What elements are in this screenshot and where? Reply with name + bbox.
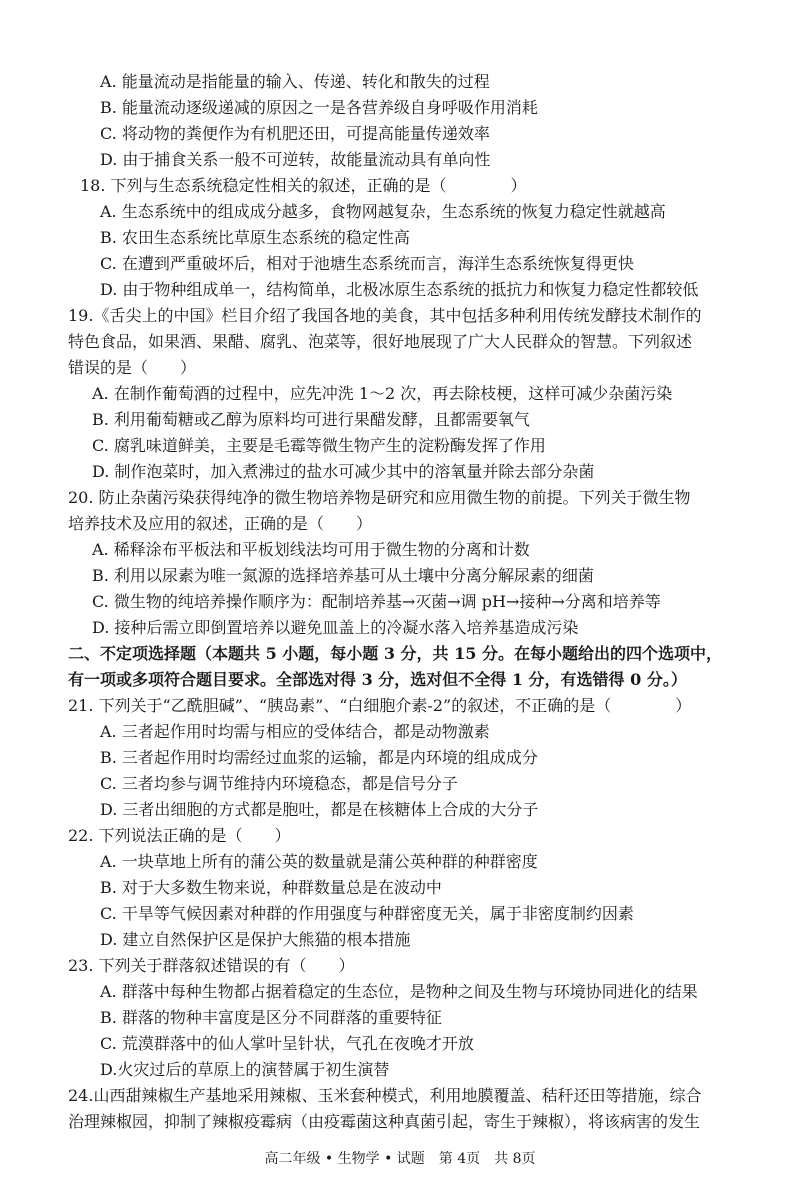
q23-option-a: A. 群落中每种生物都占据着稳定的生态位，是物种之间及生物与环境协同进化的结果: [100, 982, 698, 1001]
q20-option-d: D. 接种后需立即倒置培养以避免皿盖上的冷凝水落入培养基造成污染: [92, 618, 579, 637]
q20-option-c: C. 微生物的纯培养操作顺序为：配制培养基→灭菌→调 pH→接种→分离和培养等: [92, 592, 661, 611]
q19-option-c: C. 腐乳味道鲜美，主要是毛霉等微生物产生的淀粉酶发挥了作用: [92, 436, 546, 455]
q24-stem-line2: 治理辣椒园，抑制了辣椒疫霉病（由疫霉菌这种真菌引起，寄生于辣椒），将该病害的发生: [68, 1112, 701, 1131]
q20-option-a: A. 稀释涂布平板法和平板划线法均可用于微生物的分离和计数: [92, 540, 530, 559]
q18-option-b: B. 农田生态系统比草原生态系统的稳定性高: [100, 228, 410, 247]
q20-stem-line1: 20. 防止杂菌污染获得纯净的微生物培养物是研究和应用微生物的前提。下列关于微生物: [68, 488, 691, 507]
q21-option-c: C. 三者均参与调节维持内环境稳态，都是信号分子: [100, 774, 458, 793]
q19-stem-line2: 特色食品，如果酒、果醋、腐乳、泡菜等，很好地展现了广大人民群众的智慧。下列叙述: [68, 332, 693, 351]
q23-option-d: D.火灾过后的草原上的演替属于初生演替: [100, 1060, 390, 1079]
q22-option-d: D. 建立自然保护区是保护大熊猫的根本措施: [100, 930, 411, 949]
q18-option-a: A. 生态系统中的组成成分越多，食物网越复杂，生态系统的恢复力稳定性就越高: [100, 202, 666, 221]
q23-option-c: C. 荒漠群落中的仙人掌叶呈针状，气孔在夜晚才开放: [100, 1034, 474, 1053]
q22-option-c: C. 干旱等气候因素对种群的作用强度与种群密度无关，属于非密度制约因素: [100, 904, 634, 923]
q19-option-b: B. 利用葡萄糖或乙醇为原料均可进行果醋发酵，且都需要氧气: [92, 410, 530, 429]
q17-option-c: C. 将动物的粪便作为有机肥还田，可提高能量传递效率: [100, 124, 490, 143]
page-footer: 高二年级 • 生物学 • 试题 第 4页 共 8页: [264, 1151, 536, 1167]
q21-stem: 21. 下列关于“乙酰胆碱”、“胰岛素”、“白细胞介素-2”的叙述，不正确的是（ ）: [68, 696, 692, 715]
q23-option-b: B. 群落的物种丰富度是区分不同群落的重要特征: [100, 1008, 442, 1027]
section2-instructions-line2: 有一项或多项符合题目要求。全部选对得 3 分，选对但不全得 1 分，有选错得 0 分。）: [68, 670, 687, 689]
q21-option-b: B. 三者起作用时均需经过血浆的运输，都是内环境的组成成分: [100, 748, 538, 767]
q23-stem: 23. 下列关于群落叙述错误的有（ ）: [68, 956, 355, 975]
q20-stem-line2: 培养技术及应用的叙述，正确的是（ ）: [68, 514, 373, 533]
q22-option-b: B. 对于大多数生物来说，种群数量总是在波动中: [100, 878, 442, 897]
section2-instructions-line1: 二、不定项选择题（本题共 5 小题，每小题 3 分，共 15 分。在每小题给出的四个选项中，: [68, 644, 722, 663]
q18-stem: 18. 下列与生态系统稳定性相关的叙述，正确的是（ ）: [80, 176, 527, 195]
q19-option-a: A. 在制作葡萄酒的过程中，应先冲洗 1～2 次，再去除枝梗，这样可减少杂菌污染: [92, 384, 673, 403]
q19-stem-line3: 错误的是（ ）: [68, 358, 197, 377]
q19-option-d: D. 制作泡菜时，加入煮沸过的盐水可减少其中的溶氧量并除去部分杂菌: [92, 462, 595, 481]
q18-option-c: C. 在遭到严重破坏后，相对于池塘生态系统而言，海洋生态系统恢复得更快: [100, 254, 634, 273]
q22-option-a: A. 一块草地上所有的蒲公英的数量就是蒲公英种群的种群密度: [100, 852, 538, 871]
q22-stem: 22. 下列说法正确的是（ ）: [68, 826, 291, 845]
q24-stem-line1: 24.山西甜辣椒生产基地采用辣椒、玉米套种模式，利用地膜覆盖、秸秆还田等措施，综合: [68, 1086, 702, 1105]
q17-option-b: B. 能量流动逐级递减的原因之一是各营养级自身呼吸作用消耗: [100, 98, 538, 117]
q17-option-d: D. 由于捕食关系一般不可逆转，故能量流动具有单向性: [100, 150, 491, 169]
q17-option-a: A. 能量流动是指能量的输入、传递、转化和散失的过程: [100, 72, 490, 91]
q18-option-d: D. 由于物种组成单一，结构简单，北极冰原生态系统的抵抗力和恢复力稳定性都较低: [100, 280, 699, 299]
q21-option-a: A. 三者起作用时均需与相应的受体结合，都是动物激素: [100, 722, 490, 741]
q21-option-d: D. 三者出细胞的方式都是胞吐，都是在核糖体上合成的大分子: [100, 800, 539, 819]
q20-option-b: B. 利用以尿素为唯一氮源的选择培养基可从土壤中分离分解尿素的细菌: [92, 566, 594, 585]
q19-stem-line1: 19.《舌尖上的中国》栏目介绍了我国各地的美食，其中包括多种利用传统发酵技术制作的: [68, 306, 702, 325]
